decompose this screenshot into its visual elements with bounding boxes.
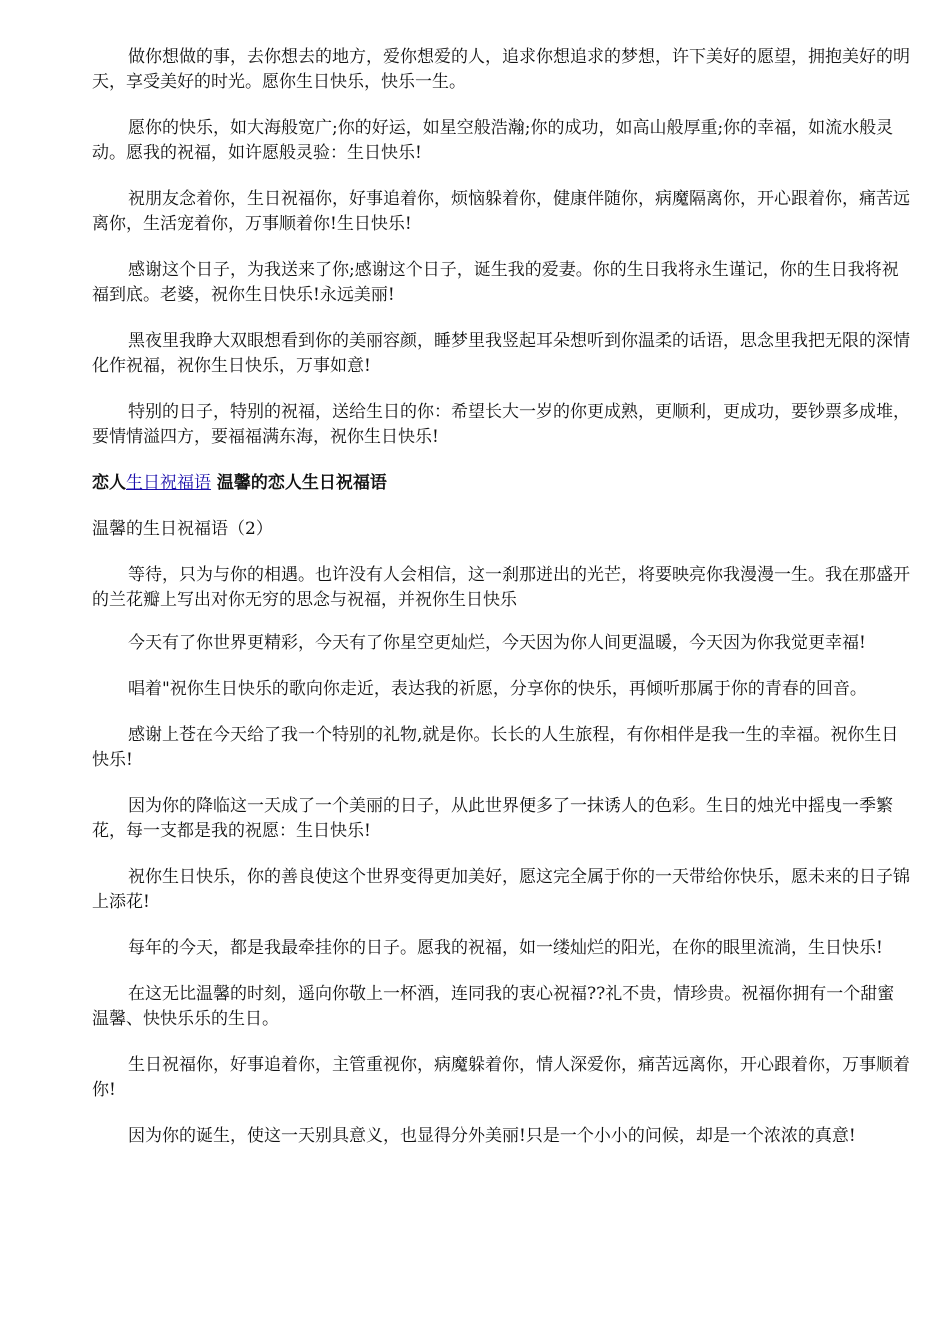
paragraph: 感谢这个日子，为我送来了你;感谢这个日子，诞生我的爱妻。你的生日我将永生谨记，你的生日我将祝福到底。老婆，祝你生日快乐!永远美丽!	[92, 260, 899, 305]
paragraph: 感谢上苍在今天给了我一个特别的礼物,就是你。长长的人生旅程，有你相伴是我一生的幸福。祝你生日快乐!	[92, 725, 899, 770]
paragraph: 做你想做的事，去你想去的地方，爱你想爱的人，追求你想追求的梦想，许下美好的愿望，拥抱美好的明天，享受美好的时光。愿你生日快乐，快乐一生。	[92, 47, 910, 92]
section-heading	[92, 471, 910, 496]
paragraph: 愿你的快乐，如大海般宽广;你的好运，如星空般浩瀚;你的成功，如高山般厚重;你的幸福，如流水般灵动。愿我的祝福，如许愿般灵验：生日快乐!	[92, 118, 894, 163]
paragraph: 特别的日子，特别的祝福，送给生日的你：希望长大一岁的你更成熟，更顺利，更成功，要钞票多成堆，要情情溢四方，要福福满东海，祝你生日快乐!	[92, 402, 910, 447]
heading-suffix: 温馨的恋人生日祝福语	[211, 473, 387, 493]
paragraph: 等待，只为与你的相遇。也许没有人会相信，这一刹那迸出的光芒，将要映亮你我漫漫一生。我在那盛开的兰花瓣上写出对你无穷的思念与祝福，并祝你生日快乐	[92, 565, 910, 610]
paragraph: 每年的今天，都是我最牵挂你的日子。愿我的祝福，如一缕灿烂的阳光，在你的眼里流淌，生日快乐!	[128, 938, 883, 958]
paragraph: 因为你的诞生，使这一天别具意义，也显得分外美丽!只是一个小小的问候，却是一个浓浓的真意!	[128, 1126, 856, 1146]
paragraph: 今天有了你世界更精彩，今天有了你星空更灿烂，今天因为你人间更温暖，今天因为你我觉更幸福!	[128, 633, 866, 653]
heading-prefix: 恋人	[92, 473, 126, 493]
paragraph: 生日祝福你，好事追着你，主管重视你，病魔躲着你，情人深爱你，痛苦远离你，开心跟着你，万事顺着你!	[92, 1055, 910, 1100]
paragraph: 黑夜里我睁大双眼想看到你的美丽容颜，睡梦里我竖起耳朵想听到你温柔的话语，思念里我把无限的深情化作祝福，祝你生日快乐，万事如意!	[92, 331, 910, 376]
paragraph: 唱着"祝你生日快乐的歌向你走近，表达我的祈愿，分享你的快乐，再倾听那属于你的青春的回音。	[128, 679, 867, 699]
paragraph: 因为你的降临这一天成了一个美丽的日子，从此世界便多了一抹诱人的色彩。生日的烛光中摇曳一季繁花，每一支都是我的祝愿：生日快乐!	[92, 796, 893, 841]
document-page	[92, 45, 910, 1149]
paragraph: 祝朋友念着你，生日祝福你，好事追着你，烦恼躲着你，健康伴随你，病魔隔离你，开心跟着你，痛苦远离你，生活宠着你，万事顺着你!生日快乐!	[92, 189, 910, 234]
section-subheading: 温馨的生日祝福语（2）	[92, 519, 273, 539]
birthday-wishes-link[interactable]: 生日祝福语	[126, 473, 211, 493]
paragraph: 祝你生日快乐，你的善良使这个世界变得更加美好，愿这完全属于你的一天带给你快乐，愿未来的日子锦上添花!	[92, 867, 910, 912]
paragraph: 在这无比温馨的时刻，遥向你敬上一杯酒，连同我的衷心祝福??礼不贵，情珍贵。祝福你拥有一个甜蜜温馨、快快乐乐的生日。	[92, 984, 895, 1029]
